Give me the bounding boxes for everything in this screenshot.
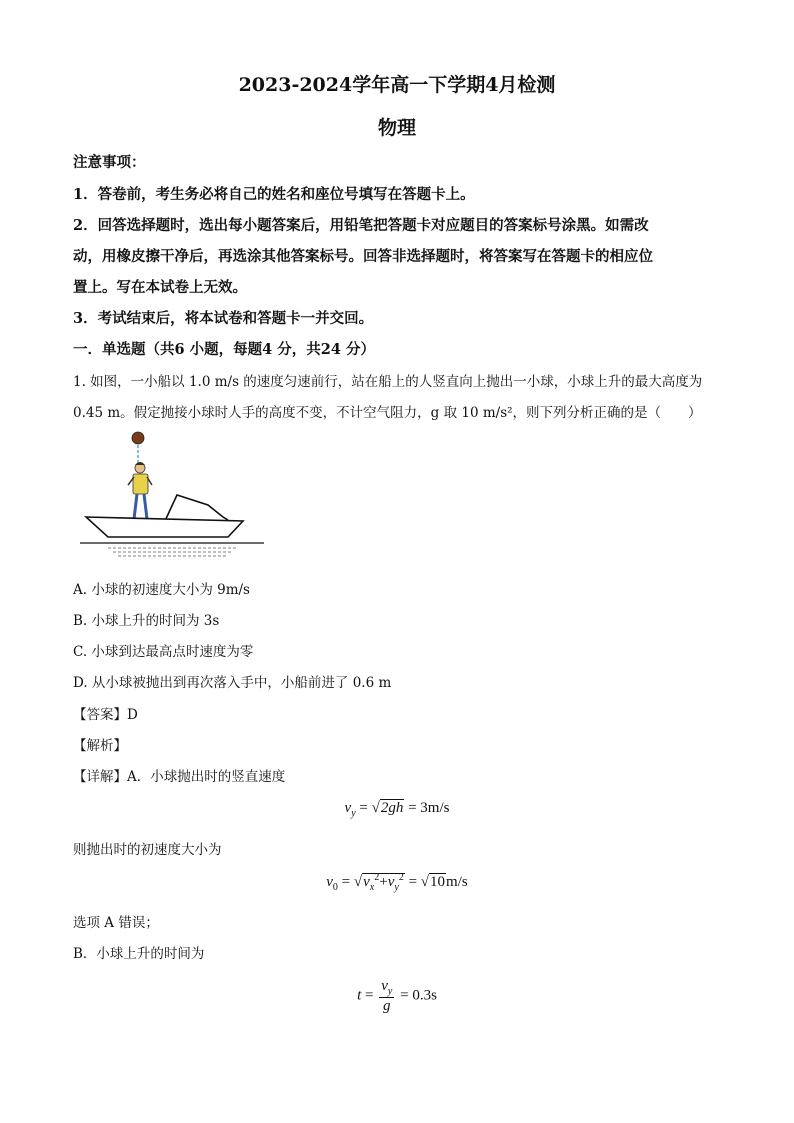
notice-item-1: 1．答卷前，考生务必将自己的姓名和座位号填写在答题卡上。: [73, 186, 475, 203]
eq3-num-sub: y: [387, 986, 393, 997]
text-option-a-wrong: 选项 A 错误；: [73, 915, 159, 931]
notice-item-2-line-3: 置上。写在本试卷上无效。: [73, 279, 247, 296]
exam-title: 2023-2024学年高一下学期4月检测: [238, 74, 556, 96]
eq2-lhs: v: [326, 874, 333, 890]
boat-figure: [78, 425, 268, 565]
water-icon: [80, 543, 264, 556]
eq2-term-a-sub: x: [369, 882, 375, 893]
equation-vy: $v_y = √2gh = 3m/s$: [344, 800, 450, 819]
notice-item-2-line-1: 2．回答选择题时，选出每小题答案后，用铅笔把答题卡对应题目的答案标号涂黑。如需改: [73, 217, 649, 234]
section-heading: 一．单选题（共6 小题，每题4 分，共24 分）: [73, 341, 375, 358]
eq2-radicand-2: 10: [430, 874, 446, 890]
eq2-term-b: v: [387, 874, 395, 890]
eq3-lhs: t: [357, 987, 362, 1004]
option-b: B. 小球上升的时间为 3s: [73, 613, 220, 629]
option-a: A. 小球的初速度大小为 9m/s: [73, 582, 250, 598]
eq3-result: = 0.3s: [396, 987, 437, 1004]
ball-icon: [132, 432, 144, 444]
eq3-fraction: [379, 978, 394, 1015]
eq1-lhs: v: [344, 800, 352, 816]
detail-line: 【详解】A．小球抛出时的竖直速度: [73, 769, 286, 785]
subject-title: 物理: [377, 117, 416, 139]
eq2-unit: m/s: [446, 874, 468, 890]
person-icon: [128, 462, 152, 519]
eq1-result: = 3m/s: [404, 800, 450, 816]
equation-v0: $v_0 = √v_x^2+v_y^2 = √10m/s$: [326, 872, 468, 893]
option-d: D. 从小球被抛出到再次落入手中，小船前进了 0.6 m: [73, 675, 392, 691]
text-rise-time: B．小球上升的时间为: [73, 946, 205, 962]
eq3-den: g: [383, 998, 391, 1014]
eq2-sub: 0: [332, 882, 338, 893]
eq1-sub: y: [351, 808, 356, 819]
eq1-eq: =: [355, 800, 372, 816]
notice-item-3: 3．考试结束后，将本试卷和答题卡一并交回。: [73, 310, 374, 327]
option-c: C. 小球到达最高点时速度为零: [73, 644, 254, 660]
answer-line: 【答案】D: [73, 707, 138, 723]
notice-heading: 注意事项：: [73, 154, 146, 171]
question-1-line-2: 0.45 m。假定抛接小球时人手的高度不变，不计空气阻力，g 取 10 m/s²，则下列分析正确的是（ ）: [73, 405, 702, 421]
text-initial-speed: 则抛出时的初速度大小为: [73, 842, 222, 858]
notice-item-2-line-2: 动，用橡皮擦干净后，再选涂其他答案标号。回答非选择题时，将答案写在答题卡的相应位: [73, 248, 653, 265]
eq1-radicand: 2gh: [380, 800, 404, 816]
eq2-term-b-exp: 2: [398, 872, 404, 883]
eq2-term-b-sub: y: [394, 882, 399, 893]
eq2-term-a: v: [363, 874, 370, 890]
question-1-line-1: 1. 如图，一小船以 1.0 m/s 的速度匀速前行，站在船上的人竖直向上抛出一小球，小球上升的最大高度为: [73, 374, 703, 390]
eq2-term-a-exp: 2: [374, 872, 380, 883]
eq3-num: v: [381, 978, 388, 994]
equation-time: t = $\frac{v_y}{g}$ = 0.3s: [357, 978, 437, 1014]
analysis-tag: 【解析】: [73, 738, 127, 754]
boat-icon: [86, 495, 243, 537]
